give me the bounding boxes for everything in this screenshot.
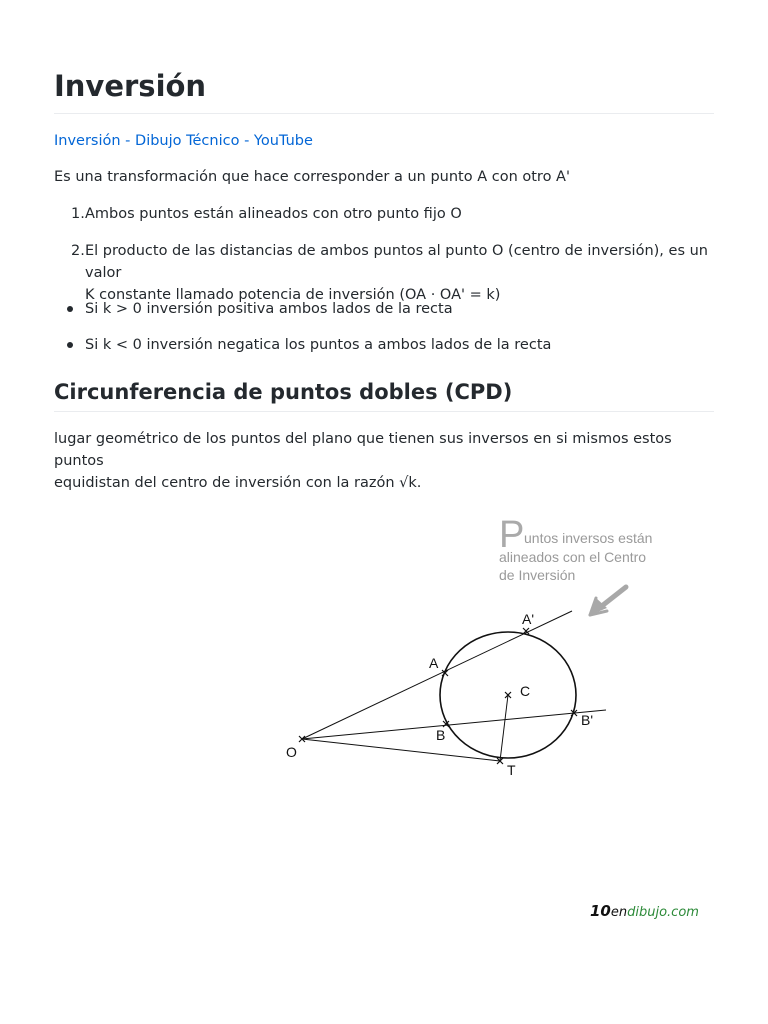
caption-line-3: de Inversión (499, 567, 576, 583)
section-paragraph (54, 428, 714, 494)
label-o: O (286, 744, 297, 760)
list-marker-2: 2. (71, 243, 85, 259)
line-oa (302, 611, 572, 739)
logo-number: 10 (590, 902, 611, 920)
ordered-item-2 (85, 240, 714, 306)
radius-ct (500, 695, 508, 761)
bullet-item-2: Si k < 0 inversión negatica los puntos a ambos lados de la recta (85, 337, 552, 353)
section-paragraph-line-1: lugar geométrico de los puntos del plano que tienen sus inversos en si mismos estos puntos (54, 431, 672, 469)
label-t: T (507, 762, 516, 778)
arrow-icon (590, 587, 626, 615)
youtube-link[interactable]: Inversión - Dibujo Técnico - YouTube (54, 133, 313, 149)
inversion-diagram (270, 505, 720, 795)
line-ot (302, 739, 500, 761)
ordered-item-1 (85, 203, 714, 225)
label-c: C (520, 683, 531, 699)
page-title: Inversión (54, 66, 714, 114)
bullet-item-1: Si k > 0 inversión positiva ambos lados de la recta (85, 301, 453, 317)
label-a: A (429, 655, 439, 671)
caption-line-1: untos inversos están (524, 530, 653, 546)
section-paragraph-line-2: equidistan del centro de inversión con la razón √k. (54, 475, 422, 491)
bullet-dot (67, 306, 73, 312)
logo-rest: dibujo.com (627, 905, 699, 920)
section-title: Circunferencia de puntos dobles (CPD) (54, 376, 714, 412)
list-marker-1: 1. (71, 206, 85, 222)
bullet-dot (67, 342, 73, 348)
site-logo (590, 902, 699, 920)
caption-line-2: alineados con el Centro (499, 549, 647, 565)
caption-initial: P (499, 514, 525, 556)
ordered-item-2-line-2: K constante llamado potencia de inversión (OA · OA' = k) (85, 287, 501, 303)
logo-en: en (610, 905, 628, 920)
ordered-item-1-line-1: Ambos puntos están alineados con otro punto fijo O (85, 206, 462, 222)
label-b-prime: B' (581, 712, 594, 728)
intro-paragraph: Es una transformación que hace corresponder a un punto A con otro A' (54, 169, 570, 185)
ordered-item-2-line-1: El producto de las distancias de ambos puntos al punto O (centro de inversión), es un valor (85, 243, 708, 281)
label-a-prime: A' (522, 611, 535, 627)
label-b: B (436, 727, 446, 743)
